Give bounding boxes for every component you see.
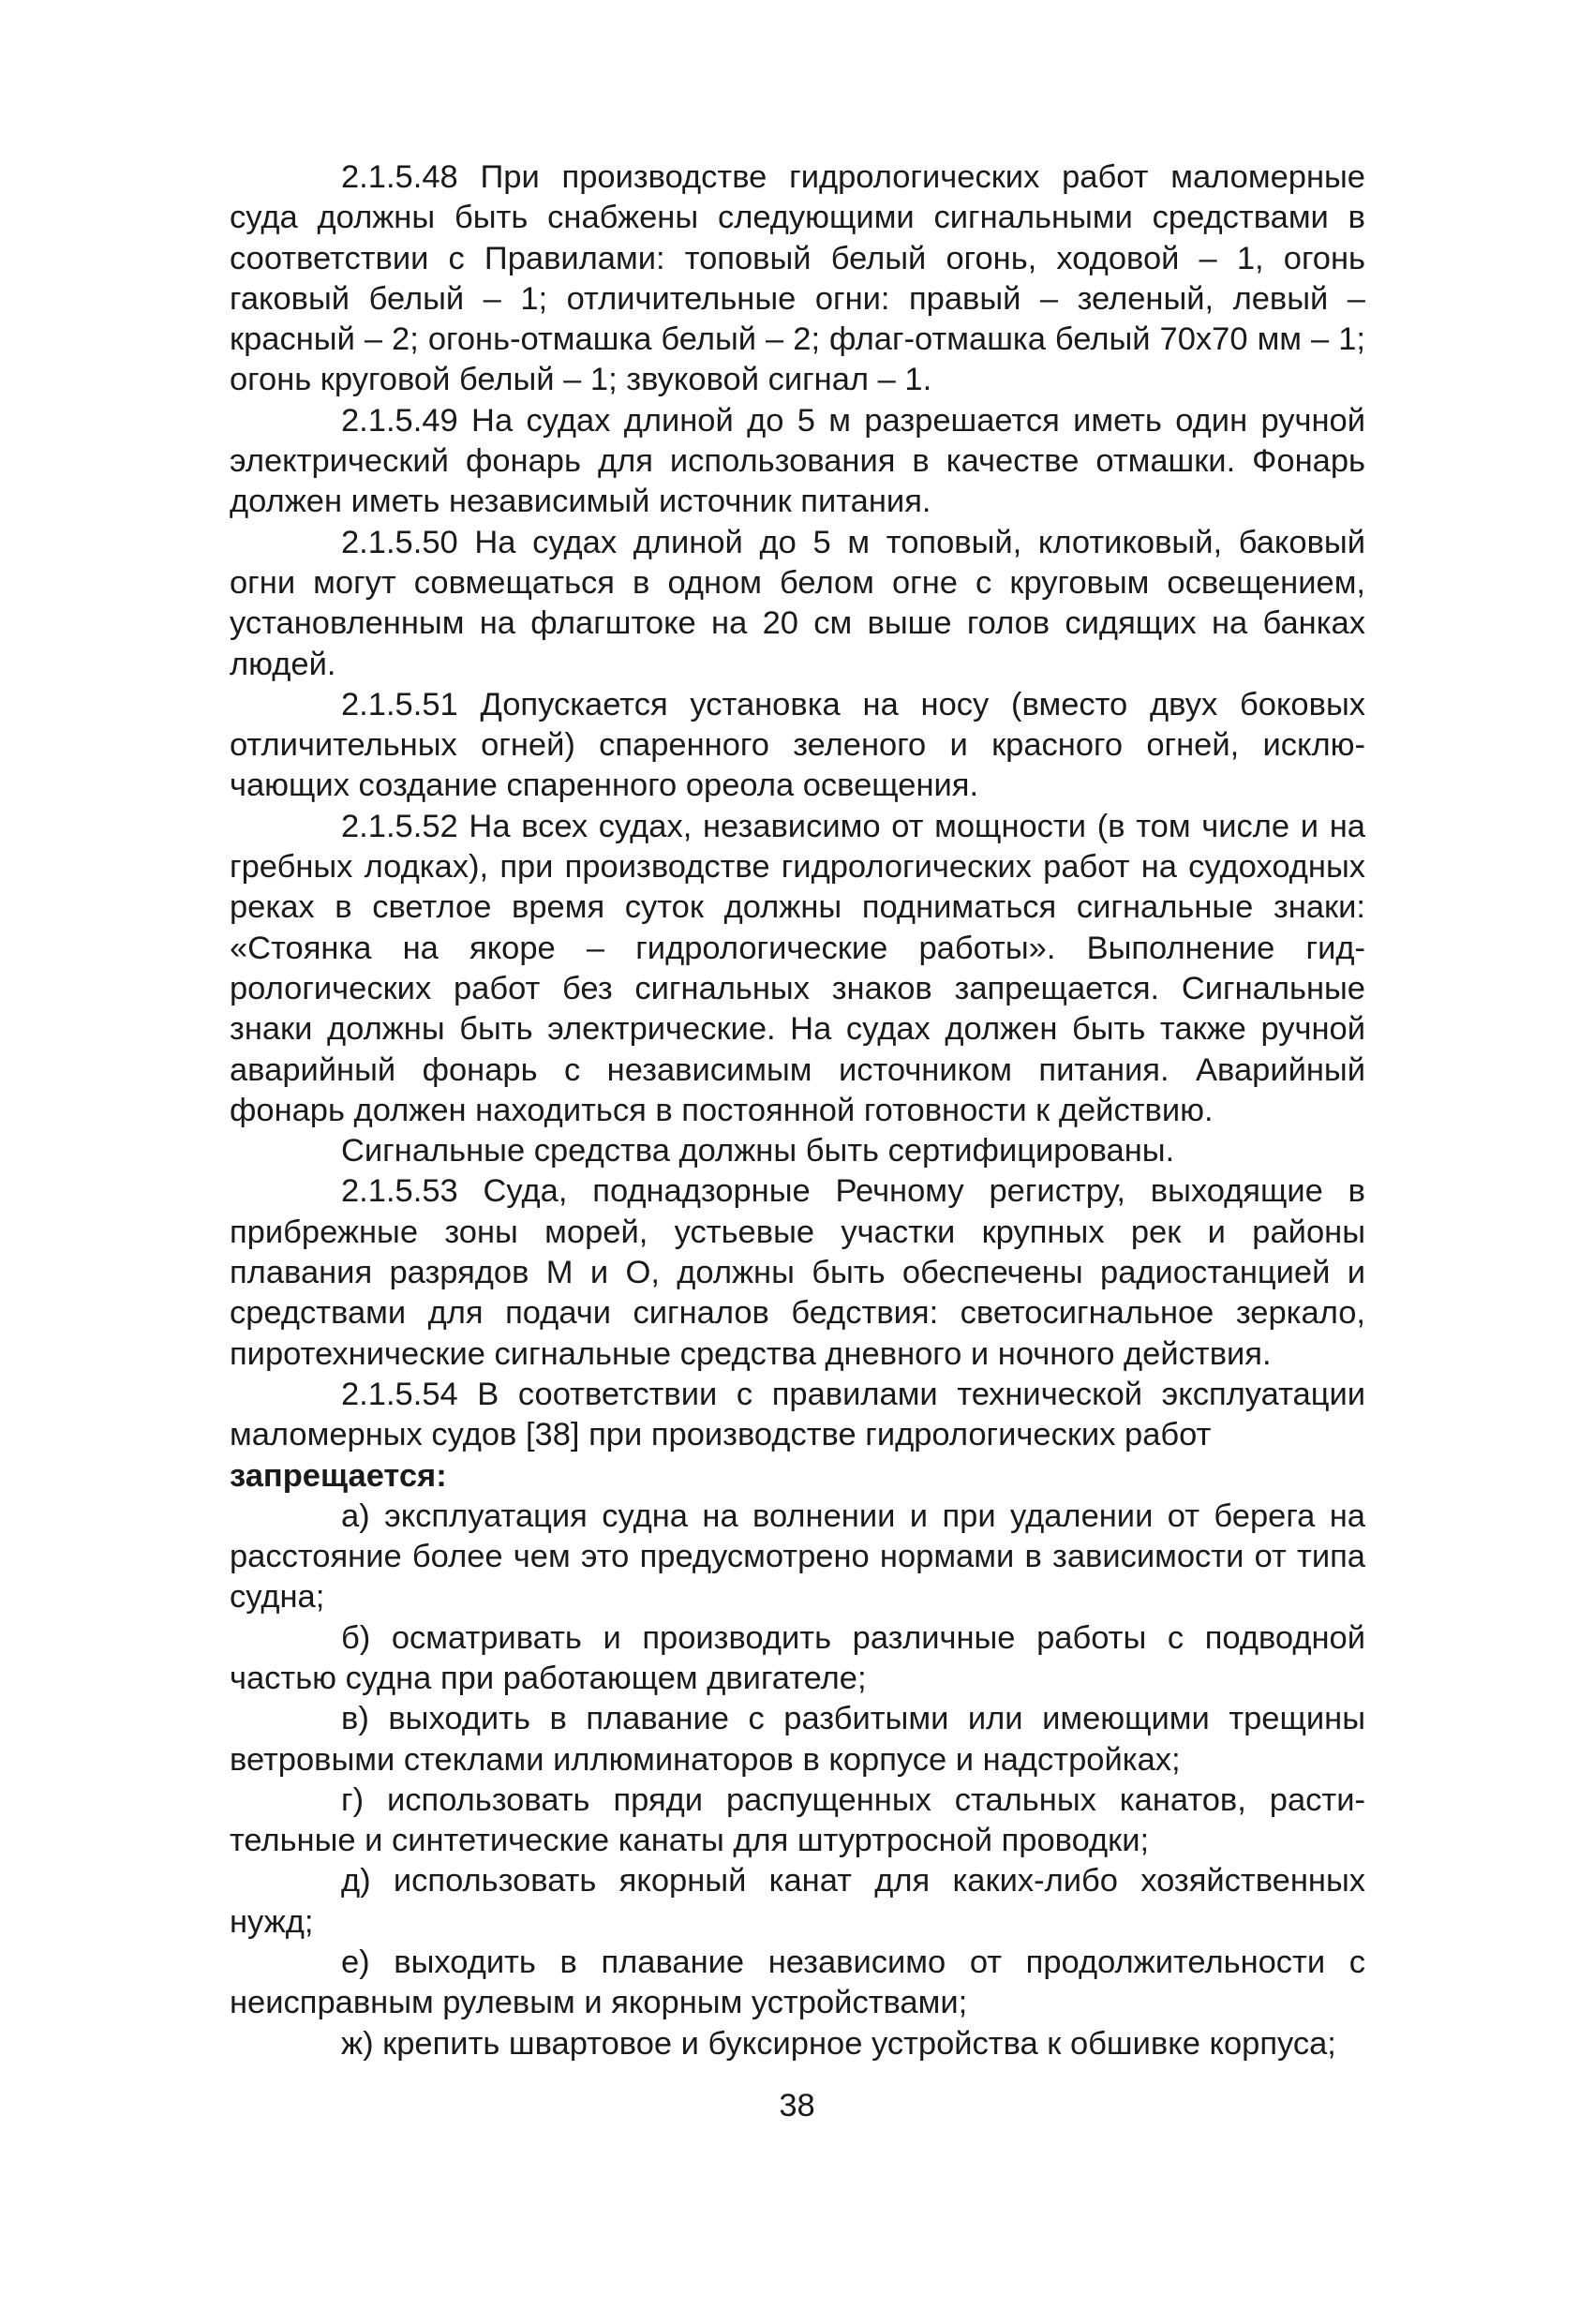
list-item-v: в) выходить в плавание с разбитыми или имеющими трещины ветровыми стеклами иллюминаторов в корпусе и надстройках; — [230, 1701, 1365, 1778]
list-item-zh: ж) крепить швартовое и буксирное устройства к обшивке корпуса; — [341, 2025, 1336, 2062]
paragraph-2-1-5-49: 2.1.5.49 На судах длиной до 5 м разрешается иметь один ручной электрический фонарь для использования в качестве отмашки. Фонарь должен иметь независимый источник питания. — [230, 402, 1365, 520]
list-item-g: г) использовать пряди распущенных стальных канатов, растительные и синтетические канаты для штуртросной проводки; — [230, 1781, 1365, 1859]
paragraph-2-1-5-53: 2.1.5.53 Суда, поднадзорные Речному регистру, выходящие в прибрежные зоны морей, устьевые участки крупных рек и районы плавания разрядов М и О, должны быть обеспечены радиостанцией и средствами для подачи сигналов бедствия: светосигнальное зеркало, пиротехнические сигнальные средства дневного и ночного действия. — [230, 1173, 1365, 1372]
list-item-b: б) осматривать и производить различные работы с подводной частью судна при работающем двигателе; — [230, 1619, 1365, 1696]
paragraph-2-1-5-48: 2.1.5.48 При производстве гидрологических работ маломерные суда должны быть снабжены следующими сигнальными средствами в соответствии с Правилами: топовый белый огонь, ходовой – 1, огонь гаковый белый – 1; отличительные огни: правый – зеленый, левый – красный – 2; огонь-отмашка белый – 2; флаг-отмашка белый 70х70 мм – 1; огонь круговой белый – 1; звуковой сигнал – 1. — [230, 159, 1365, 398]
paragraph-2-1-5-54: 2.1.5.54 В соответствии с правилами технической эксплуатации маломерных судов [38] при производстве гидрологических работ — [230, 1376, 1365, 1453]
list-item-e: е) выходить в плавание независимо от продолжительности с неисправным рулевым и якорным устройствами; — [230, 1944, 1365, 2021]
prohibited-heading — [230, 1456, 1365, 1497]
body-text — [230, 157, 1365, 2064]
page-number: 38 — [779, 2088, 815, 2123]
list-item-d: д) использовать якорный канат для каких-либо хозяйственных нужд; — [230, 1863, 1365, 1940]
list-item-a: а) эксплуатация судна на волнении и при удалении от берега на расстояние более чем это предусмотрено нормами в зависимости от типа судна; — [230, 1497, 1365, 1616]
paragraph-2-1-5-50: 2.1.5.50 На судах длиной до 5 м топовый, клотиковый, баковый огни могут совмещаться в одном белом огне с круговым освещением, установленным на флагштоке на 20 см выше голов сидящих на банках людей. — [230, 524, 1365, 682]
prohibited-label: запрещается: — [230, 1457, 447, 1494]
paragraph-2-1-5-52: 2.1.5.52 На всех судах, независимо от мощности (в том числе и на гребных лодках), при производстве гидрологических работ на судоходных реках в светлое время суток должны подниматься сигнальные знаки: «Стоянка на якоре – гидрологические работы». Выполнение гидрологических работ без сигнальных знаков запрещается. Сигнальные знаки должны быть электрические. На судах должен быть также ручной аварийный фонарь с независимым источником питания. Аварийный фонарь должен находиться в постоянной готовности к действию. — [230, 808, 1365, 1128]
paragraph-certification: Сигнальные средства должны быть сертифицированы. — [341, 1133, 1175, 1169]
paragraph-2-1-5-51: 2.1.5.51 Допускается установка на носу (вместо двух боковых отличительных огней) спаренного зеленого и красного огней, исключающих создание спаренного ореола освещения. — [230, 686, 1365, 804]
